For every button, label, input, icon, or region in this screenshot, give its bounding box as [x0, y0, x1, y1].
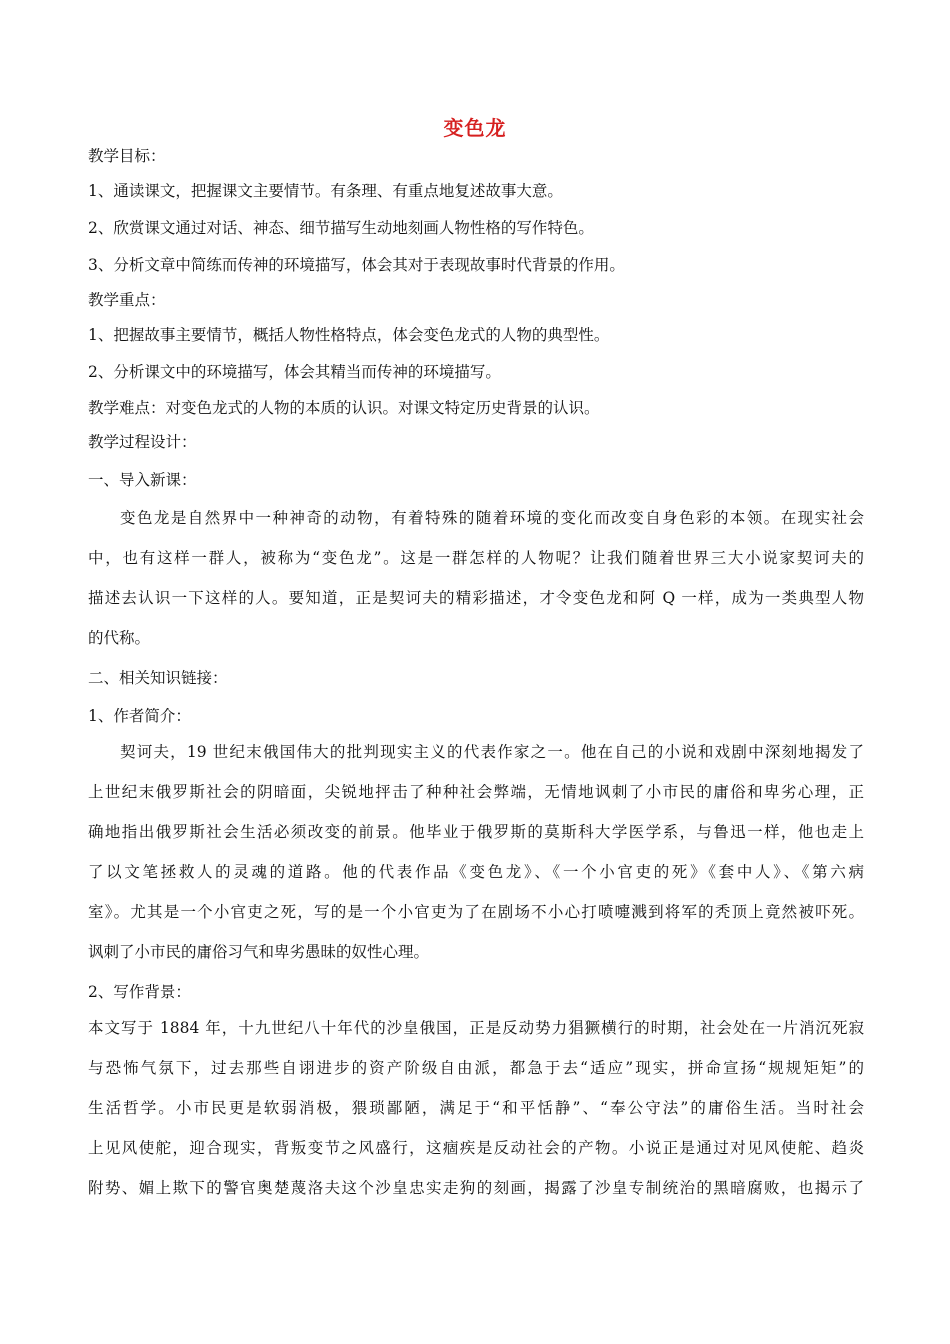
section-heading-process: 教学过程设计： — [88, 433, 197, 451]
paragraph-line: 确地指出俄罗斯社会生活必须改变的前景。他毕业于俄罗斯的莫斯科大学医学系，与鲁迅一样，他也走上 — [88, 823, 864, 841]
objective-item-2: 2、欣赏课文通过对话、神态、细节描写生动地刻画人物性格的写作特色。 — [88, 219, 594, 237]
document-title: 变色龙 — [443, 116, 507, 140]
section-heading-links: 二、相关知识链接： — [88, 669, 228, 687]
key-point-item-2: 2、分析课文中的环境描写，体会其精当而传神的环境描写。 — [88, 363, 501, 381]
paragraph-line: 室》。尤其是一个小官吏之死，写的是一个小官吏为了在剧场不小心打喷嚏溅到将军的秃顶上竟然被吓死。 — [88, 903, 864, 921]
objective-item-1: 1、通读课文，把握课文主要情节。有条理、有重点地复述故事大意。 — [88, 182, 563, 200]
paragraph-line: 讽刺了小市民的庸俗习气和卑劣愚昧的奴性心理。 — [88, 943, 430, 961]
paragraph-line: 描述去认识一下这样的人。要知道，正是契诃夫的精彩描述，才令变色龙和阿 Q 一样，成为一类典型人物 — [88, 589, 864, 607]
paragraph-line: 附势、媚上欺下的警官奥楚蔑洛夫这个沙皇忠实走狗的刻画，揭露了沙皇专制统治的黑暗腐败，也揭示了 — [88, 1179, 864, 1197]
objective-item-3: 3、分析文章中简练而传神的环境描写，体会其对于表现故事时代背景的作用。 — [88, 256, 625, 274]
paragraph-line: 本文写于 1884 年，十九世纪八十年代的沙皇俄国，正是反动势力猖獗横行的时期，社会处在一片消沉死寂 — [88, 1019, 864, 1037]
paragraph-line: 中，也有这样一群人，被称为“变色龙”。这是一群怎样的人物呢？让我们随着世界三大小说家契诃夫的 — [88, 549, 864, 567]
paragraph-line: 的代称。 — [88, 629, 151, 647]
section-heading-intro: 一、导入新课： — [88, 471, 197, 489]
key-point-item-1: 1、把握故事主要情节，概括人物性格特点，体会变色龙式的人物的典型性。 — [88, 326, 610, 344]
subheading-author: 1、作者简介： — [88, 707, 191, 725]
paragraph-line: 契诃夫，19 世纪末俄国伟大的批判现实主义的代表作家之一。他在自己的小说和戏剧中深刻地揭发了 — [120, 743, 864, 761]
paragraph-line: 上见风使舵，迎合现实，背叛变节之风盛行，这痼疾是反动社会的产物。小说正是通过对见风使舵、趋炎 — [88, 1139, 864, 1157]
section-heading-objectives: 教学目标： — [88, 147, 166, 165]
section-heading-key-points: 教学重点： — [88, 291, 166, 309]
paragraph-line: 了以文笔拯救人的灵魂的道路。他的代表作品《变色龙》、《一个小官吏的死》《套中人》、《第六病 — [88, 863, 864, 881]
paragraph-line: 生活哲学。小市民更是软弱消极，猥琐鄙陋，满足于“和平恬静”、“奉公守法”的庸俗生活。当时社会 — [88, 1099, 864, 1117]
paragraph-line: 变色龙是自然界中一种神奇的动物，有着特殊的随着环境的变化而改变自身色彩的本领。在现实社会 — [120, 509, 864, 527]
subheading-background: 2、写作背景： — [88, 983, 191, 1001]
section-heading-difficulties: 教学难点：对变色龙式的人物的本质的认识。对课文特定历史背景的认识。 — [88, 399, 600, 417]
paragraph-line: 上世纪末俄罗斯社会的阴暗面，尖锐地抨击了种种社会弊端，无情地讽刺了小市民的庸俗和卑劣心理，正 — [88, 783, 864, 801]
paragraph-line: 与恐怖气氛下，过去那些自诩进步的资产阶级自由派，都急于去“适应”现实，拼命宣扬“规规矩矩”的 — [88, 1059, 864, 1077]
